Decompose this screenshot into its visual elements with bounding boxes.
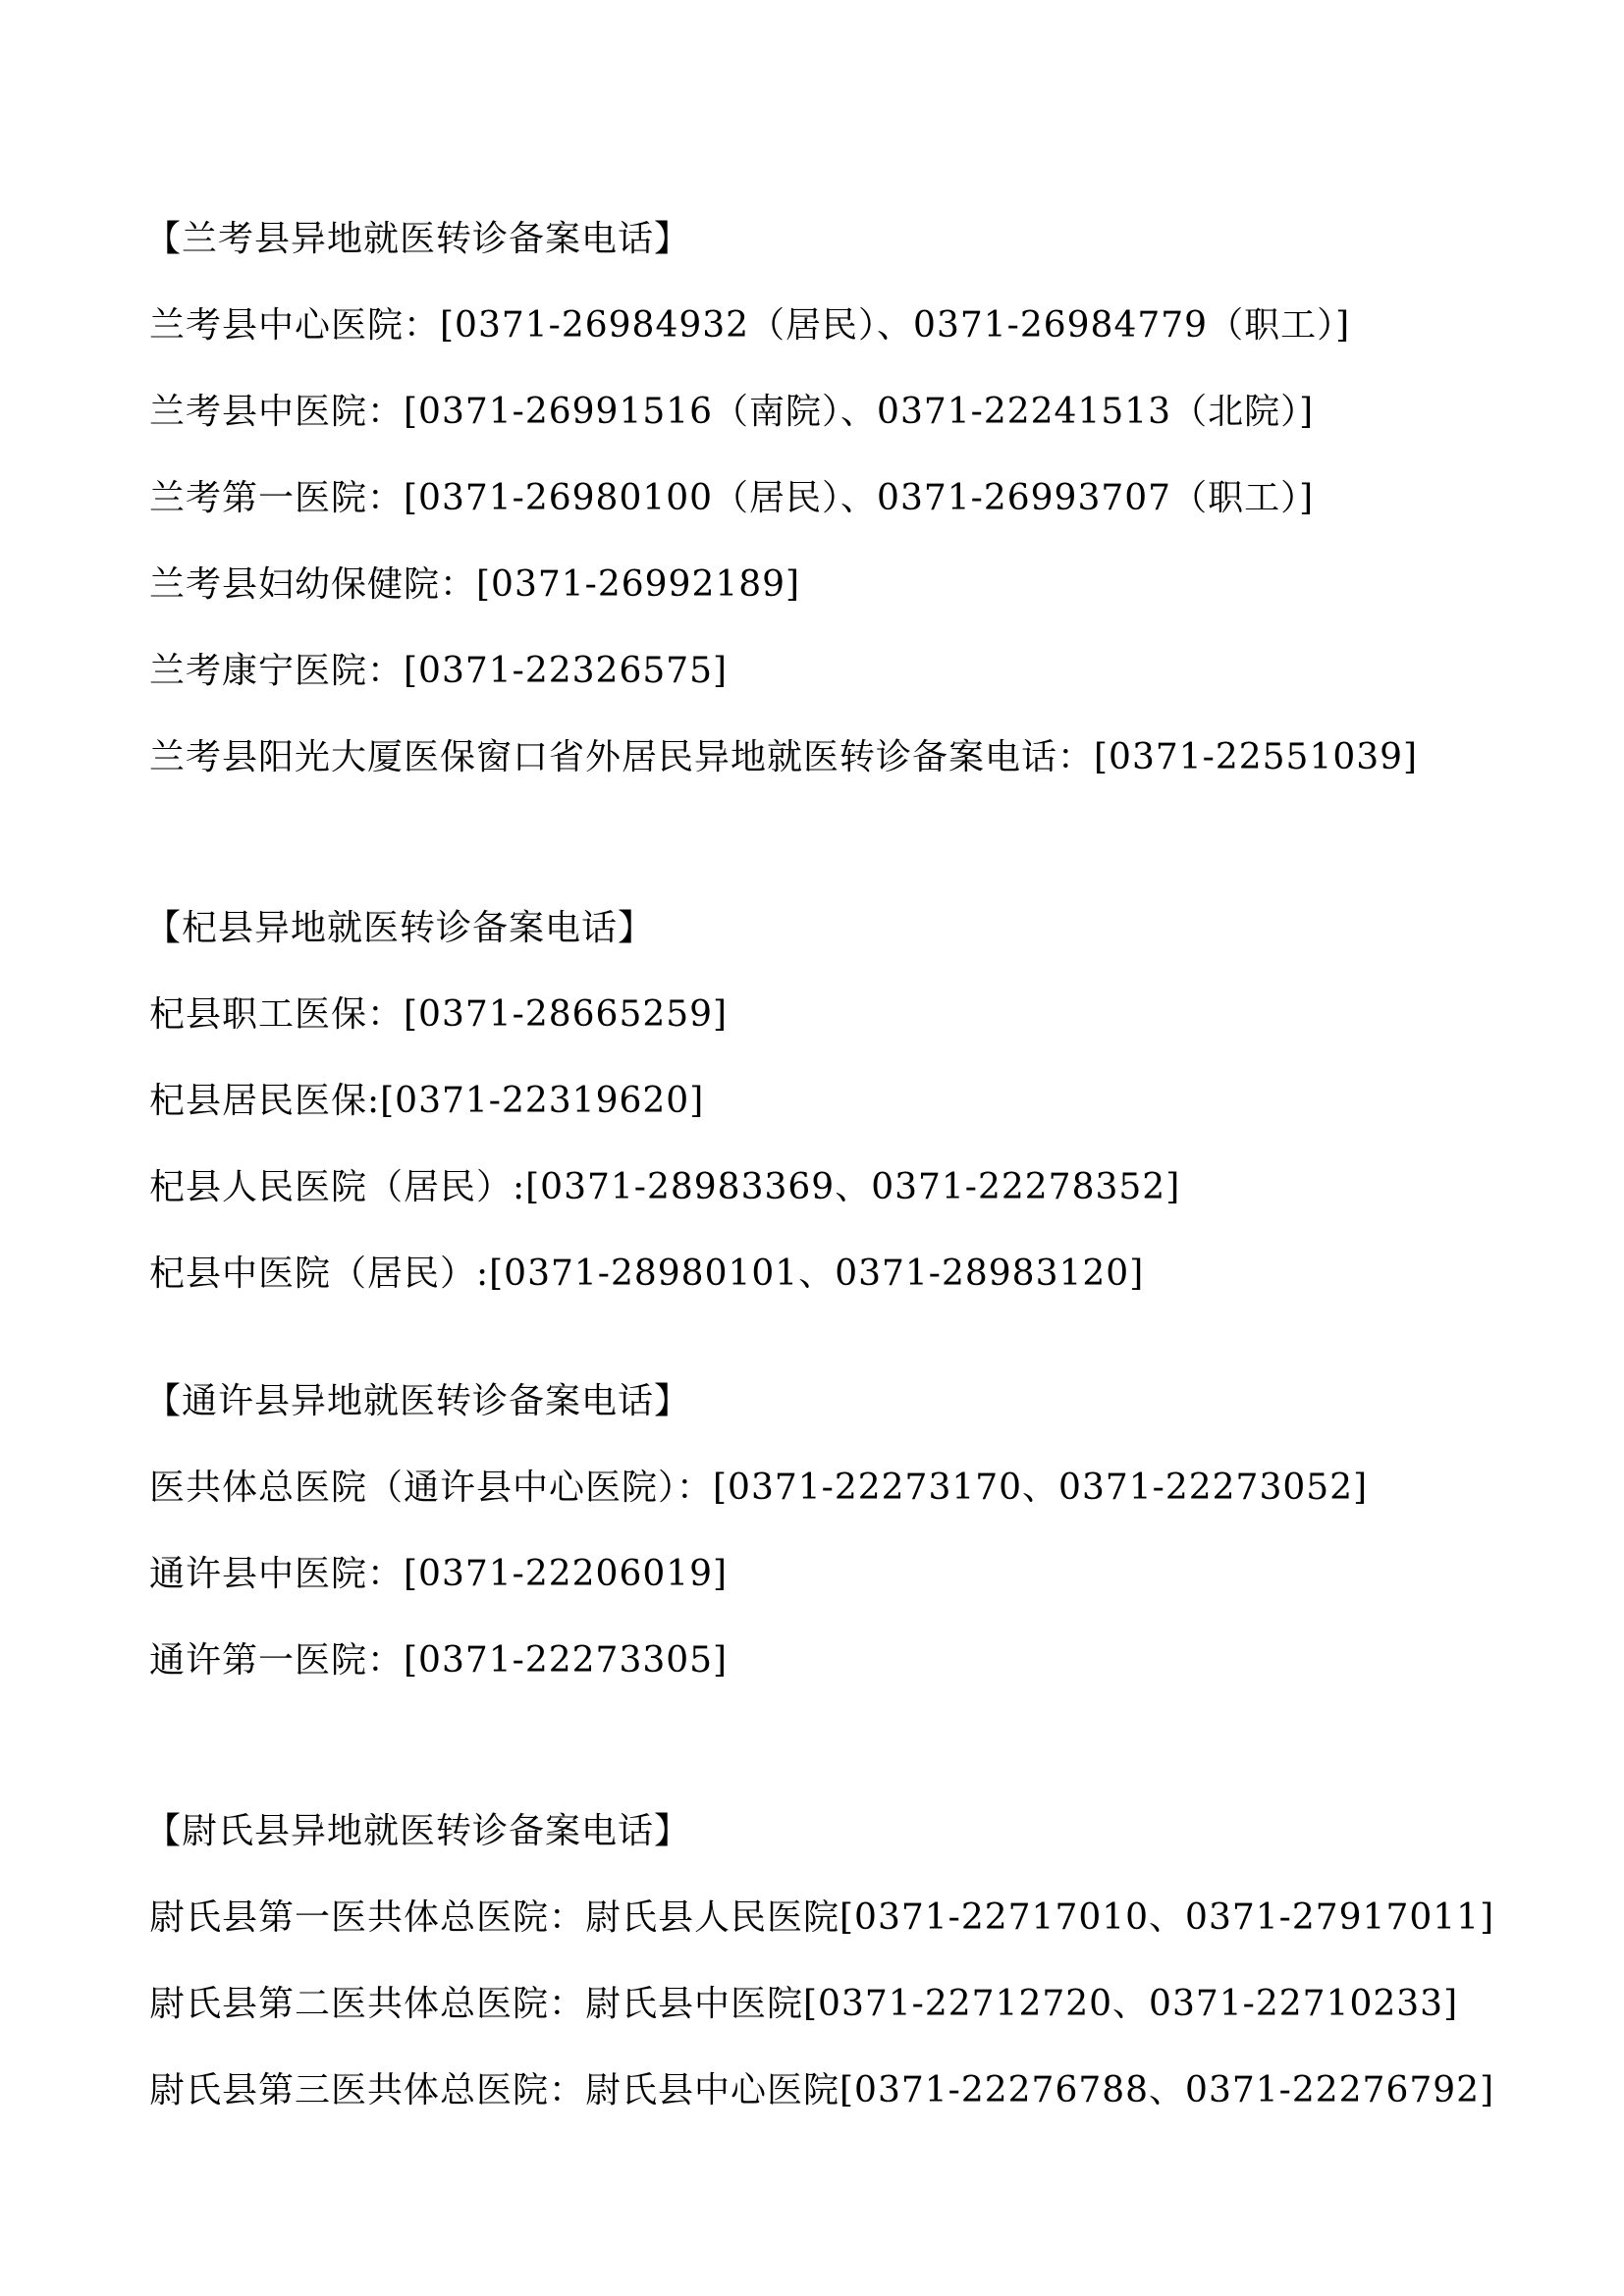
list-item: 尉氏县第三医共体总医院：尉氏县中心医院[0371-22276788、0371-22276792] bbox=[149, 2070, 1495, 2110]
section-heading-qixian: 【杞县异地就医转诊备案电话】 bbox=[145, 908, 655, 948]
list-item: 兰考县中心医院：[0371-26984932（居民）、0371-26984779（职工）] bbox=[149, 305, 1351, 346]
list-item: 兰考康宁医院：[0371-22326575] bbox=[149, 651, 729, 691]
list-item: 兰考县妇幼保健院：[0371-26992189] bbox=[149, 564, 801, 605]
list-item: 通许县中医院：[0371-22206019] bbox=[149, 1554, 729, 1594]
list-item: 兰考县中医院：[0371-26991516（南院）、0371-22241513（北院）] bbox=[149, 392, 1315, 432]
list-item: 医共体总医院（通许县中心医院）：[0371-22273170、0371-22273052] bbox=[149, 1468, 1369, 1508]
list-item: 尉氏县第二医共体总医院：尉氏县中医院[0371-22712720、0371-22710233] bbox=[149, 1984, 1459, 2024]
list-item: 兰考第一医院：[0371-26980100（居民）、0371-26993707（职工）] bbox=[149, 478, 1315, 518]
list-item: 尉氏县第一医共体总医院：尉氏县人民医院[0371-22717010、0371-27917011] bbox=[149, 1897, 1495, 1938]
list-item: 杞县人民医院（居民）:[0371-28983369、0371-22278352] bbox=[149, 1167, 1181, 1207]
list-item: 兰考县阳光大厦医保窗口省外居民异地就医转诊备案电话：[0371-22551039] bbox=[149, 737, 1419, 777]
list-item: 杞县居民医保:[0371-22319620] bbox=[149, 1081, 705, 1121]
section-heading-lankao: 【兰考县异地就医转诊备案电话】 bbox=[145, 219, 691, 259]
list-item: 杞县中医院（居民）:[0371-28980101、0371-28983120] bbox=[149, 1254, 1145, 1294]
section-heading-tongxu: 【通许县异地就医转诊备案电话】 bbox=[145, 1381, 691, 1421]
list-item: 通许第一医院：[0371-22273305] bbox=[149, 1640, 729, 1681]
section-heading-weishi: 【尉氏县异地就医转诊备案电话】 bbox=[145, 1811, 691, 1851]
list-item: 杞县职工医保：[0371-28665259] bbox=[149, 994, 729, 1035]
